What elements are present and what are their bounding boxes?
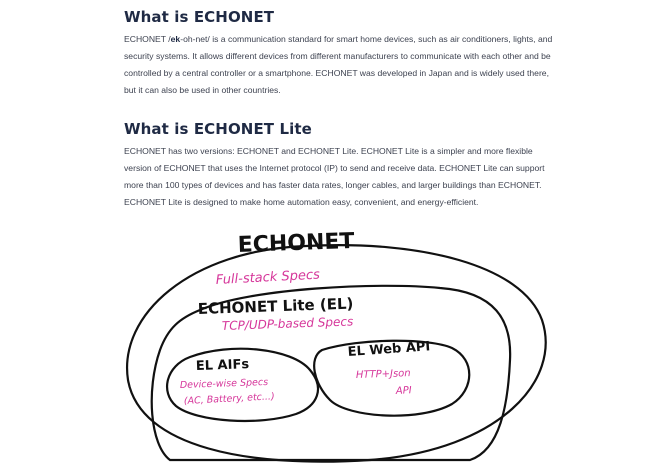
outer-title: ECHONET bbox=[237, 228, 355, 258]
outer-note: Full-stack Specs bbox=[215, 267, 321, 288]
paragraph-echonet bbox=[124, 31, 560, 99]
echonet-layers-diagram bbox=[0, 210, 670, 465]
outer-ellipse bbox=[127, 245, 546, 462]
middle-title: ECHONET Lite (EL) bbox=[197, 294, 354, 318]
paragraph-echonet-lite: ECHONET has two versions: ECHONET and ECHONET Lite. ECHONET Lite is a simpler and more flexible version of ECHONET that uses the Internet protocol (IP) to send and receive data. ECHONET Lite can support more than 100 types of devices and has faster data rates, longer cables, and larger buildings than ECHONET. ECHONET Lite is designed to make home automation easy, convenient, and energy-efficient. bbox=[124, 146, 545, 207]
middle-note: TCP/UDP-based Specs bbox=[221, 314, 354, 333]
right-title: EL Web API bbox=[347, 339, 431, 360]
right-note-1: HTTP+Json bbox=[355, 368, 411, 381]
section-heading-echonet: What is ECHONET bbox=[124, 8, 275, 26]
pronunciation-stress: ek bbox=[170, 34, 181, 44]
left-note-1: Device-wise Specs bbox=[179, 376, 269, 391]
left-title: EL AIFs bbox=[195, 357, 250, 374]
section-heading-echonet-lite: What is ECHONET Lite bbox=[124, 120, 312, 138]
right-note-2: API bbox=[395, 385, 412, 397]
para-rest: -oh-net/ is a communication standard for smart home devices, such as air conditioners, lights, and security systems. It allows different devices from different manufacturers to communicate with each other and be controlled by a central controller or a smartphone. ECHONET was developed in Japan and is widely used there, but it can also be used in other countries. bbox=[124, 34, 553, 95]
para-prefix: ECHONET / bbox=[124, 34, 171, 44]
left-note-2: (AC, Battery, etc...) bbox=[183, 391, 275, 407]
